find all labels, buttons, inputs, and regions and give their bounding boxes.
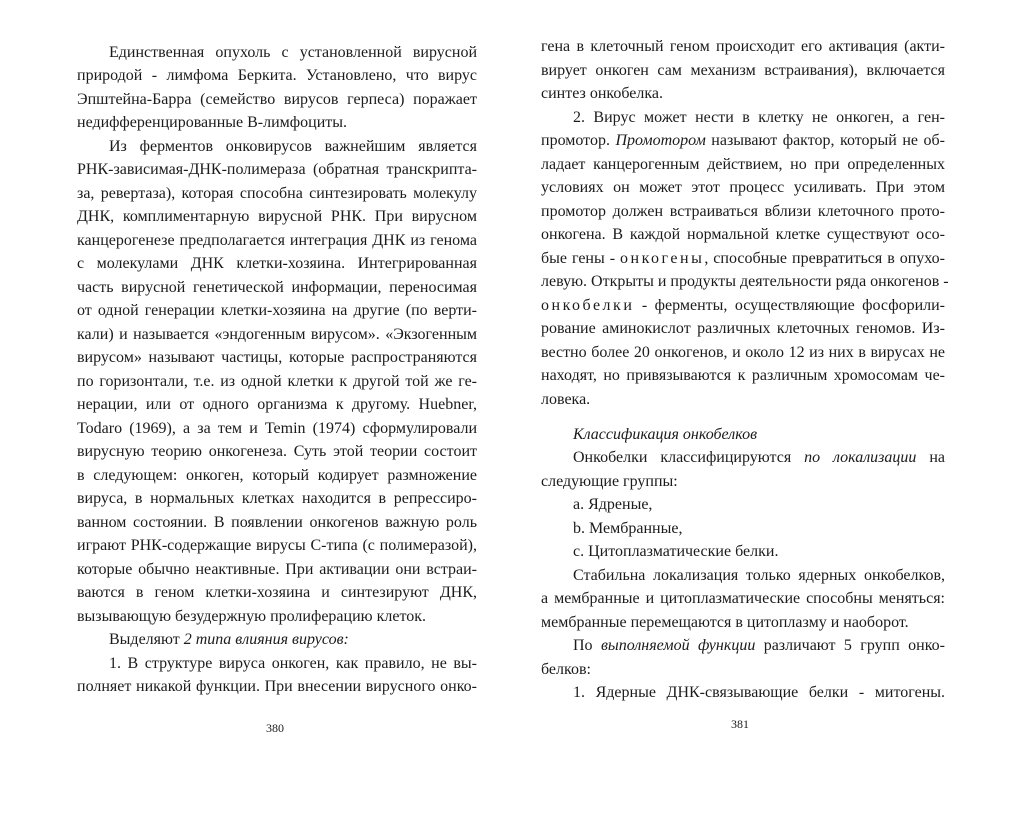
text-line: ваются в геном клетки-хозяина и синтезируют ДНК, [77, 584, 477, 601]
promoter-line [541, 131, 945, 151]
text-line: природой - лимфома Беркита. Установлено, что вирус [77, 67, 477, 84]
page-number-left: 380 [266, 721, 284, 735]
text-line: левую. Открыты и продукты деятельности ряда онкогенов - [541, 273, 949, 290]
text-line: полняет никакой функции. При внесении вирусного онко- [77, 678, 477, 695]
loc-emphasis: по локализации [804, 449, 917, 466]
group-item: c. Цитоплазматические белки. [573, 543, 779, 560]
text-line: рование аминокислот различных клеточных геномов. Из- [541, 320, 945, 337]
text-line: а мембранные и цитоплазматические способны меняться: [541, 590, 945, 607]
text-line: от одной генерации клетки-хозяина на другие (по верти- [77, 302, 477, 319]
group-item: a. Ядреные, [573, 496, 653, 513]
text-line: Todaro (1969), а за тем и Temin (1974) сформулировали [77, 420, 477, 437]
text-line: недифференцированные В-лимфоциты. [77, 114, 348, 131]
text-line: Стабильна локализация только ядерных онкобелков, [573, 567, 945, 584]
text-line: вирует онкоген сам механизм встраивания), включается [541, 62, 945, 79]
text-line: вирусом» называют частицы, которые распространяются [77, 349, 477, 366]
text-line: белков: [541, 661, 591, 678]
text-line: ДНК, комплиментарную вирусной РНК. При вирусном [77, 208, 477, 225]
text-line: 2. Вирус может нести в клетку не онкоген, а ген- [573, 109, 945, 126]
text-line: 1. Ядерные ДНК-связывающие белки - митогены. [573, 684, 945, 701]
text-line: часть вирусной генетической информации, переносимая [77, 279, 477, 296]
promoter-emphasis: Промотором [615, 132, 706, 149]
proteins-suffix: - ферменты, осуществляющие фосфорили- [634, 297, 945, 314]
promoter-suffix: называют фактор, который не об- [705, 132, 946, 149]
group-item: b. Мембранные, [573, 520, 683, 537]
text-line: вызывающую безудержную пролиферацию клеток. [77, 608, 427, 625]
text-line: мембранные перемещаются в цитоплазму и наоборот. [541, 614, 909, 631]
text-line: ладает канцерогенным действием, но при определенных [541, 156, 945, 173]
localization-line [541, 448, 945, 468]
types-prefix: Выделяют [109, 631, 184, 648]
text-line: находят, но привязываются к различным хромосомам че- [541, 367, 945, 384]
text-line: играют РНК-содержащие вирусы С-типа (с полимеразой), [77, 537, 477, 554]
text-line: за, ревертаза), которая способна синтезировать молекулу [77, 185, 477, 202]
genes-line [541, 249, 945, 269]
loc-prefix: Онкобелки классифицируются [573, 449, 805, 466]
loc-suffix: на [916, 449, 945, 466]
section-heading [541, 425, 945, 445]
text-line: ловека. [541, 391, 591, 408]
text-line: синтез онкобелка. [541, 85, 664, 102]
proteins-spaced-term: онкобелки [541, 297, 635, 314]
text-line: РНК-зависимая-ДНК-полимераза (обратная транскрипта- [77, 161, 477, 178]
text-line: Единственная опухоль с установленной вирусной [109, 44, 477, 61]
promoter-prefix: промотор. [541, 132, 616, 149]
text-line: вестно более 20 онкогенов, и около 12 из них в вирусах не [541, 344, 945, 361]
proteins-line [541, 296, 945, 316]
text-line: вируса, в нормальных клетках находится в репрессиро- [77, 490, 477, 507]
text-line: условиях он может этот процесс усиливать. При этом [541, 179, 945, 196]
text-line: гена в клеточный геном происходит его активация (акти- [541, 38, 945, 55]
text-line: в следующем: онкоген, который кодирует размножение [77, 467, 477, 484]
text-line: 1. В структуре вируса онкоген, как правило, не вы- [109, 655, 477, 672]
genes-prefix: бые гены - [541, 250, 621, 267]
types-emphasis: 2 типа влияния вирусов: [183, 631, 349, 648]
text-line: вирусную теорию онкогенеза. Суть этой теории состоит [77, 443, 477, 460]
text-line: Эпштейна-Барра (семейство вирусов герпеса) поражает [77, 91, 477, 108]
section-heading-text: Классификация онкобелков [573, 426, 758, 443]
genes-spaced-term: онкогены [620, 250, 705, 267]
function-line [541, 636, 945, 656]
text-line: по горизонтали, т.е. из одной клетки к другой той же ге- [77, 373, 477, 390]
text-line: промотор должен встраиваться вблизи клеточного прото- [541, 203, 945, 220]
text-line: с молекулами ДНК клетки-хозяина. Интегрированная [77, 255, 477, 272]
text-line: нерации, или от одного организма к другому. Huebner, [77, 396, 477, 413]
page-number-right: 381 [731, 717, 749, 731]
text-line: канцерогенезе предполагается интеграция ДНК из генома [77, 232, 477, 249]
text-line: ванном состоянии. В появлении онкогенов важную роль [77, 514, 477, 531]
text-line: кали) и называется «эндогенным вирусом». «Экзогенным [77, 326, 477, 343]
text-line: Из ферментов онковирусов важнейшим является [109, 138, 477, 155]
func-suffix: различают 5 групп онко- [755, 637, 945, 654]
func-prefix: По [573, 637, 601, 654]
genes-suffix: , способные превратиться в опухо- [704, 250, 946, 267]
types-line [77, 630, 477, 650]
text-line: онкогена. В каждой нормальной клетке существуют осо- [541, 226, 945, 243]
func-emphasis: выполняемой функции [600, 637, 756, 654]
text-line: которые обычно неактивные. При активации они встраи- [77, 561, 477, 578]
text-line: следующие группы: [541, 473, 678, 490]
